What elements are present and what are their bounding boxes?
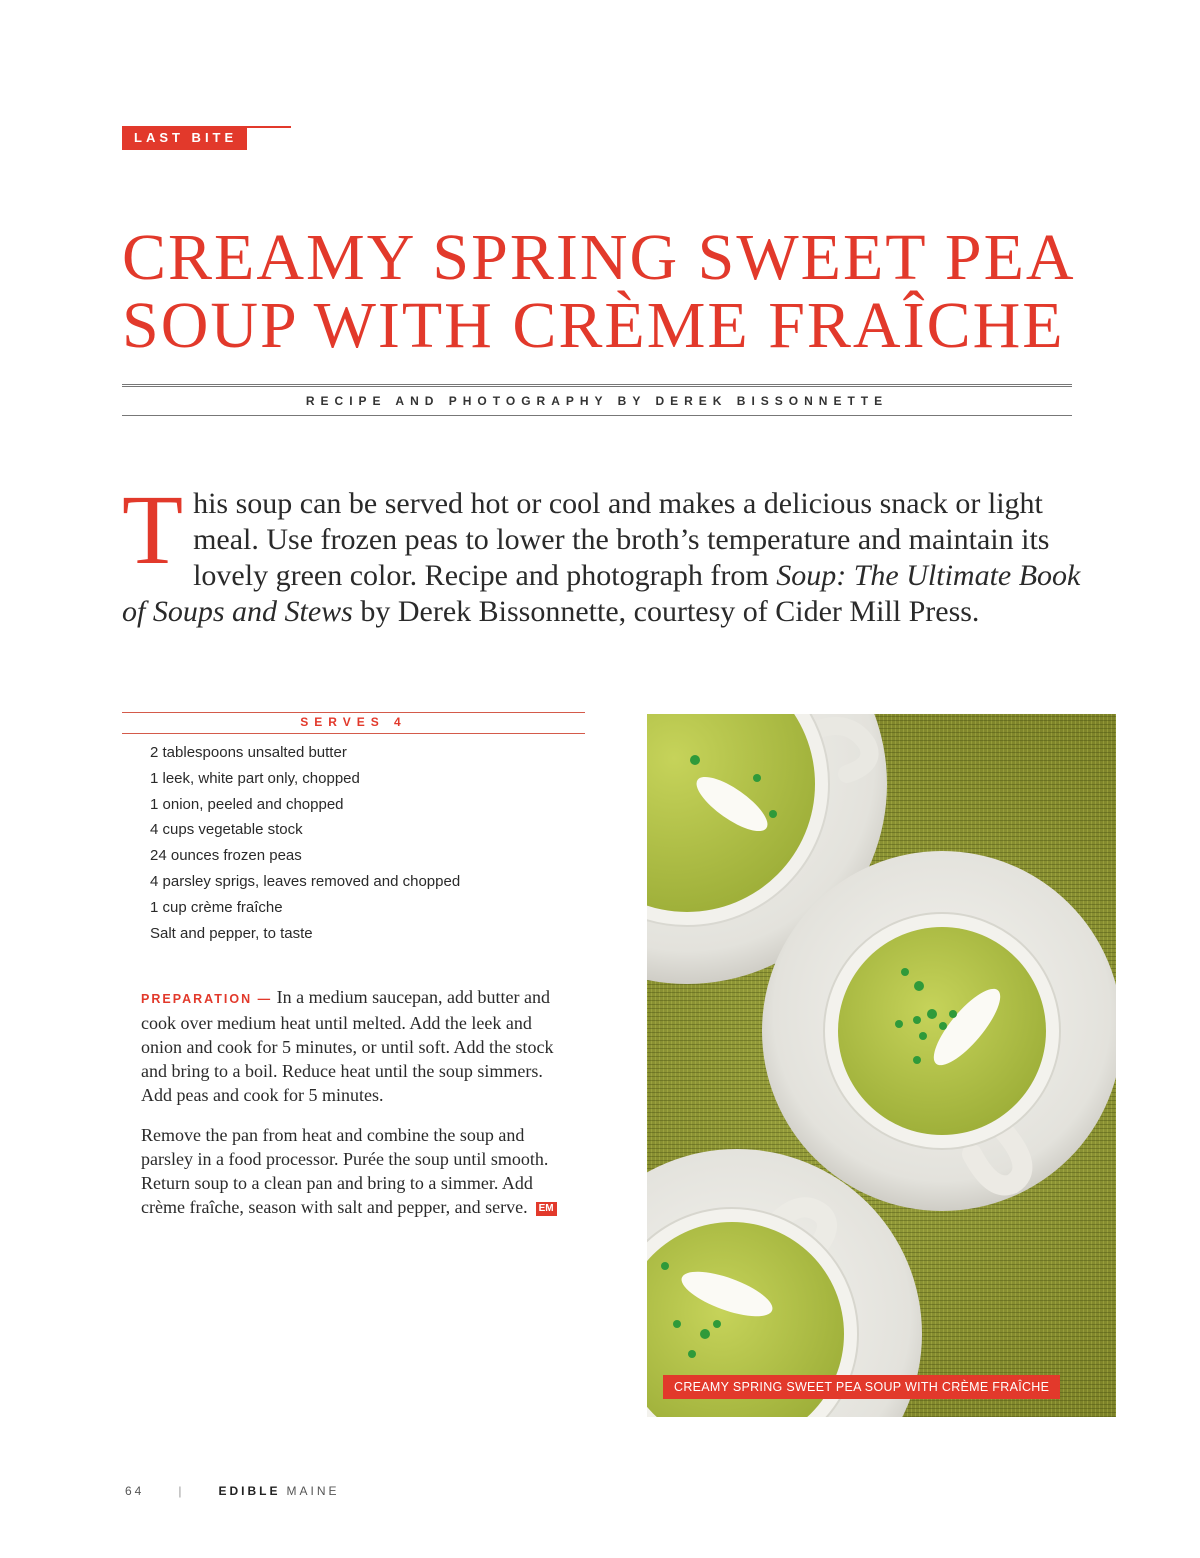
preparation-text-2: Remove the pan from heat and combine the soup and parsley in a food processor. Purée the soup until smooth. Return soup to a clean pan and bring to a simmer. Add crème fraîche, season with salt and pepper, and serve. [141,1125,549,1217]
page-footer [125,1484,340,1498]
photo-caption: CREAMY SPRING SWEET PEA SOUP WITH CRÈME FRAÎCHE [663,1375,1060,1399]
ingredient-item: 2 tablespoons unsalted butter [150,744,347,761]
photo-illustration [647,714,1116,1417]
ingredient-item: 1 cup crème fraîche [150,898,283,916]
ingredient-item: 4 parsley sprigs, leaves removed and chopped [150,872,461,890]
intro-text: his soup can be served hot or cool and makes a delicious snack or light meal. Use frozen peas to lower the broth’s temperature and maintain its lovely green color. Recipe and photograph from [193,487,1050,592]
intro-text-end: by Derek Bissonnette, courtesy of Cider Mill Press. [352,595,980,628]
ingredient-item: Salt and pepper, to taste [150,924,313,942]
title-line-2: SOUP WITH CRÈME FRAÎCHE [122,289,1065,362]
book-title: Soup: The Ultimate Book of Soups and Stews [122,559,1081,628]
brand-name-bold: EDIBLE [218,1484,281,1498]
serves-box [122,712,585,734]
article-title [122,221,1102,362]
ingredient-list [150,742,590,948]
soup-bowls-photo [647,714,1116,1417]
preparation-paragraph-1 [141,985,561,1107]
ingredient-item: 24 ounces frozen peas [150,847,302,865]
section-tag [122,126,291,150]
ingredient-item: 4 cups vegetable stock [150,821,303,839]
ingredient-item: 1 leek, white part only, chopped [150,769,360,787]
preparation-label: PREPARATION — [141,992,273,1006]
ingredient-item: 1 onion, peeled and chopped [150,795,344,813]
middle-bowl [762,851,1116,1211]
byline: RECIPE AND PHOTOGRAPHY BY DEREK BISSONNETTE [305,394,889,408]
footer-separator: | [178,1484,185,1498]
section-tag-rule [247,126,291,128]
serves-label: SERVES 4 [300,715,407,729]
preparation [141,985,561,1235]
byline-box [122,384,1072,416]
section-tag-label: LAST BITE [122,126,247,150]
title-line-1: CREAMY SPRING SWEET PEA [122,221,1076,294]
drop-cap: T [122,474,184,585]
brand-name-light: MAINE [286,1484,340,1498]
preparation-text-1: In a medium saucepan, add butter and cook over medium heat until melted. Add the leek and onion and cook for 5 minutes, or until soft. Add the stock and bring to a boil. Reduce heat until the soup simmers. Add peas and cook for 5 minutes. [141,987,554,1105]
page-number: 64 [125,1484,145,1498]
preparation-paragraph-2 [141,1123,561,1219]
edible-maine-end-mark-icon: EM [536,1202,557,1216]
intro-paragraph [122,474,1082,630]
